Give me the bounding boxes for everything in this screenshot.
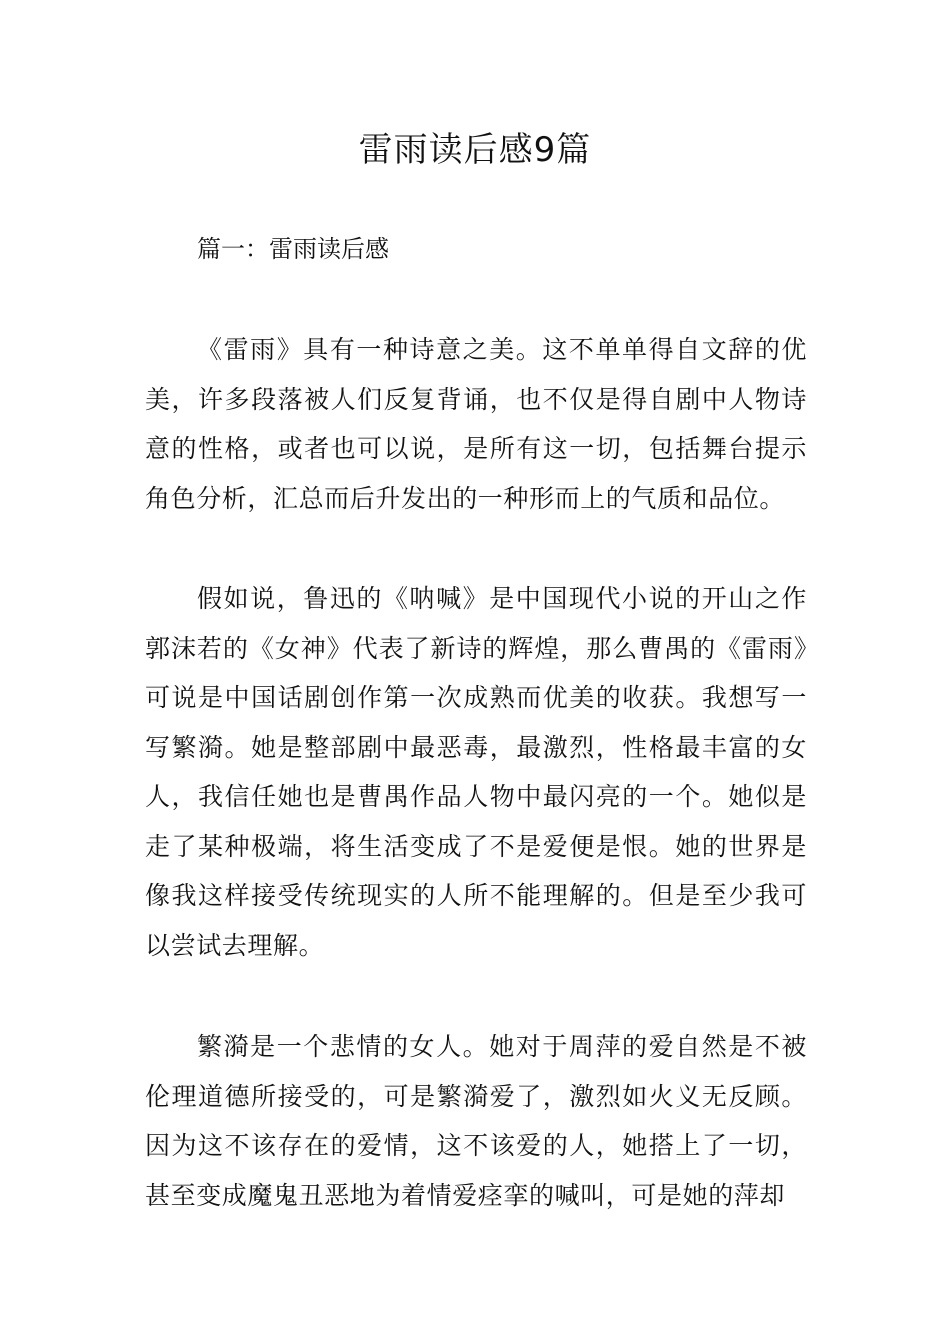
document-title: 雷雨读后感9篇 [358, 130, 592, 170]
paragraph-1: 《雷雨》具有一种诗意之美。这不单单得自文辞的优美，许多段落被人们反复背诵，也不仅是得自剧中人物诗意的性格，或者也可以说，是所有这一切，包括舞台提示角色分析，汇总而后升发出的一种形而上的气质和品位。 [145, 335, 807, 513]
paragraph-3: 繁漪是一个悲情的女人。她对于周萍的爱自然是不被伦理道德所接受的，可是繁漪爱了，激烈如火义无反顾。因为这不该存在的爱情，这不该爱的人，她搭上了一切，甚至变成魔鬼丑恶地为着情爱痉挛的喊叫，可是她的萍却 [145, 1032, 807, 1210]
paragraph-2: 假如说，鲁迅的《呐喊》是中国现代小说的开山之作郭沫若的《女神》代表了新诗的辉煌，那么曹禺的《雷雨》可说是中国话剧创作第一次成熟而优美的收获。我想写一写繁漪。她是整部剧中最恶毒，最激烈，性格最丰富的女人，我信任她也是曹禺作品人物中最闪亮的一个。她似是走了某种极端，将生活变成了不是爱便是恨。她的世界是像我这样接受传统现实的人所不能理解的。但是至少我可以尝试去理解。 [145, 584, 807, 960]
section-heading: 篇一：雷雨读后感 [197, 235, 389, 263]
